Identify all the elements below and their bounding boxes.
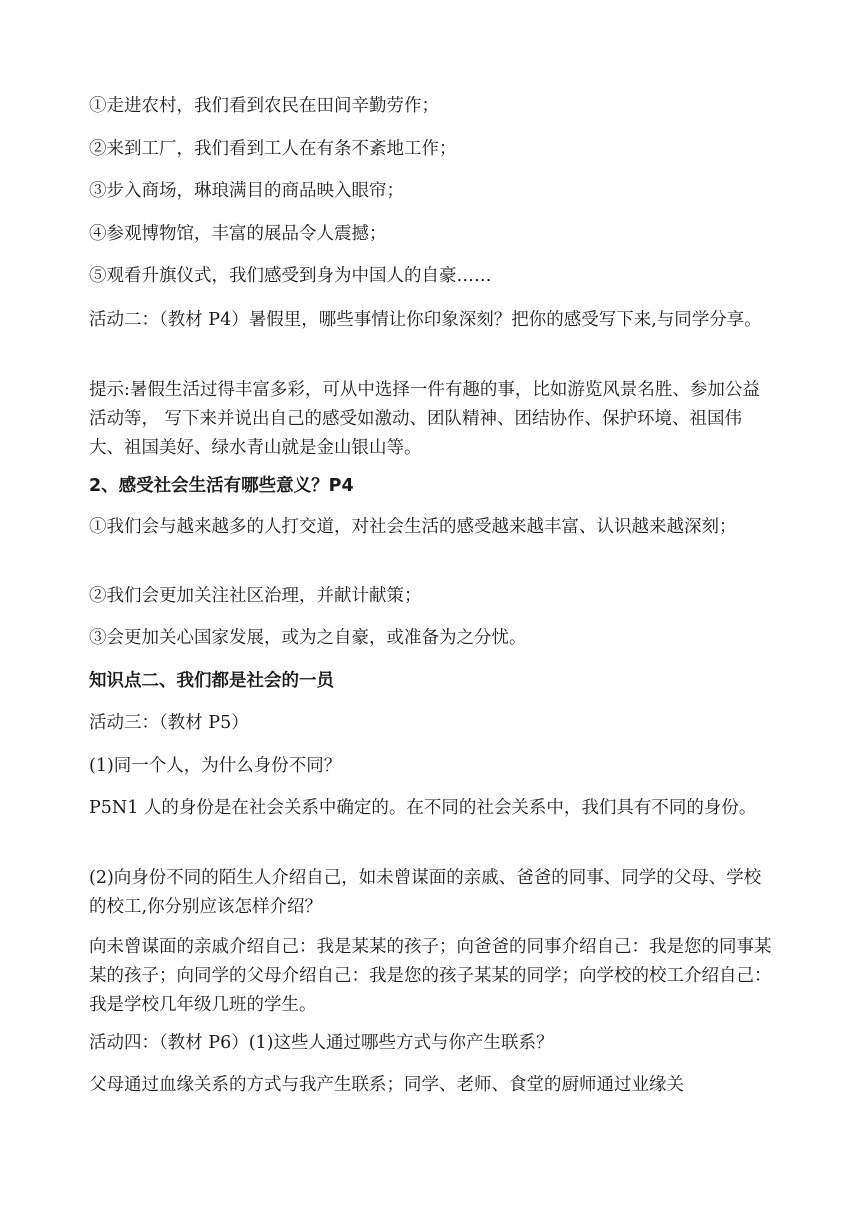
paragraph-item-1: ①走进农村，我们看到农民在田间辛勤劳作； <box>89 96 439 116</box>
answer-two-paragraph: 向未曾谋面的亲戚介绍自己：我是某某的孩子；向爸爸的同事介绍自己：我是您的同事某某的孩子；向同学的父母介绍自己：我是您的孩子某某的同学；向学校的校工介绍自己：我是学校几年级几班的学生。 <box>89 937 772 1015</box>
significance-item-2: ②我们会更加关注社区治理，并献计献策； <box>89 586 422 606</box>
section-heading-knowledge-point-two: 知识点二、我们都是社会的一员 <box>89 671 334 691</box>
paragraph-item-3: ③步入商场，琳琅满目的商品映入眼帘； <box>89 181 404 201</box>
question-one-paragraph: (1)同一个人，为什么身份不同？ <box>89 756 342 776</box>
section-heading-significance: 2、感受社会生活有哪些意义？P4 <box>89 476 354 496</box>
paragraph-item-5: ⑤观看升旗仪式，我们感受到身为中国人的自豪…… <box>89 266 492 286</box>
hint-paragraph: 提示:暑假生活过得丰富多彩，可从中选择一件有趣的事，比如游览风景名胜、参加公益活动等， 写下来并说出自己的感受如激动、团队精神、团结协作、保护环境、祖国伟大、祖国美好、绿水青山就是金山银山等。 <box>89 380 760 458</box>
answer-one-paragraph: P5N1 人的身份是在社会关系中确定的。在不同的社会关系中，我们具有不同的身份。 <box>89 798 757 818</box>
paragraph-item-2: ②来到工厂，我们看到工人在有条不紊地工作； <box>89 139 457 159</box>
activity-three-paragraph: 活动三：（教材 P5） <box>89 713 249 733</box>
activity-two-paragraph: 活动二：（教材 P4）暑假里，哪些事情让你印象深刻？把你的感受写下来,与同学分享。 <box>89 310 762 330</box>
paragraph-item-4: ④参观博物馆，丰富的展品令人震撼； <box>89 224 387 244</box>
significance-item-3: ③会更加关心国家发展，或为之自豪，或准备为之分忧。 <box>89 628 527 648</box>
activity-four-answer-paragraph: 父母通过血缘关系的方式与我产生联系；同学、老师、食堂的厨师通过业缘关 <box>89 1075 684 1095</box>
question-two-paragraph: (2)向身份不同的陌生人介绍自己，如未曾谋面的亲戚、爸爸的同事、同学的父母、学校的校工,你分别应该怎样介绍？ <box>89 868 762 917</box>
activity-four-paragraph: 活动四：（教材 P6）(1)这些人通过哪些方式与你产生联系？ <box>89 1033 554 1053</box>
significance-item-1: ①我们会与越来越多的人打交道，对社会生活的感受越来越丰富、认识越来越深刻； <box>89 517 737 537</box>
